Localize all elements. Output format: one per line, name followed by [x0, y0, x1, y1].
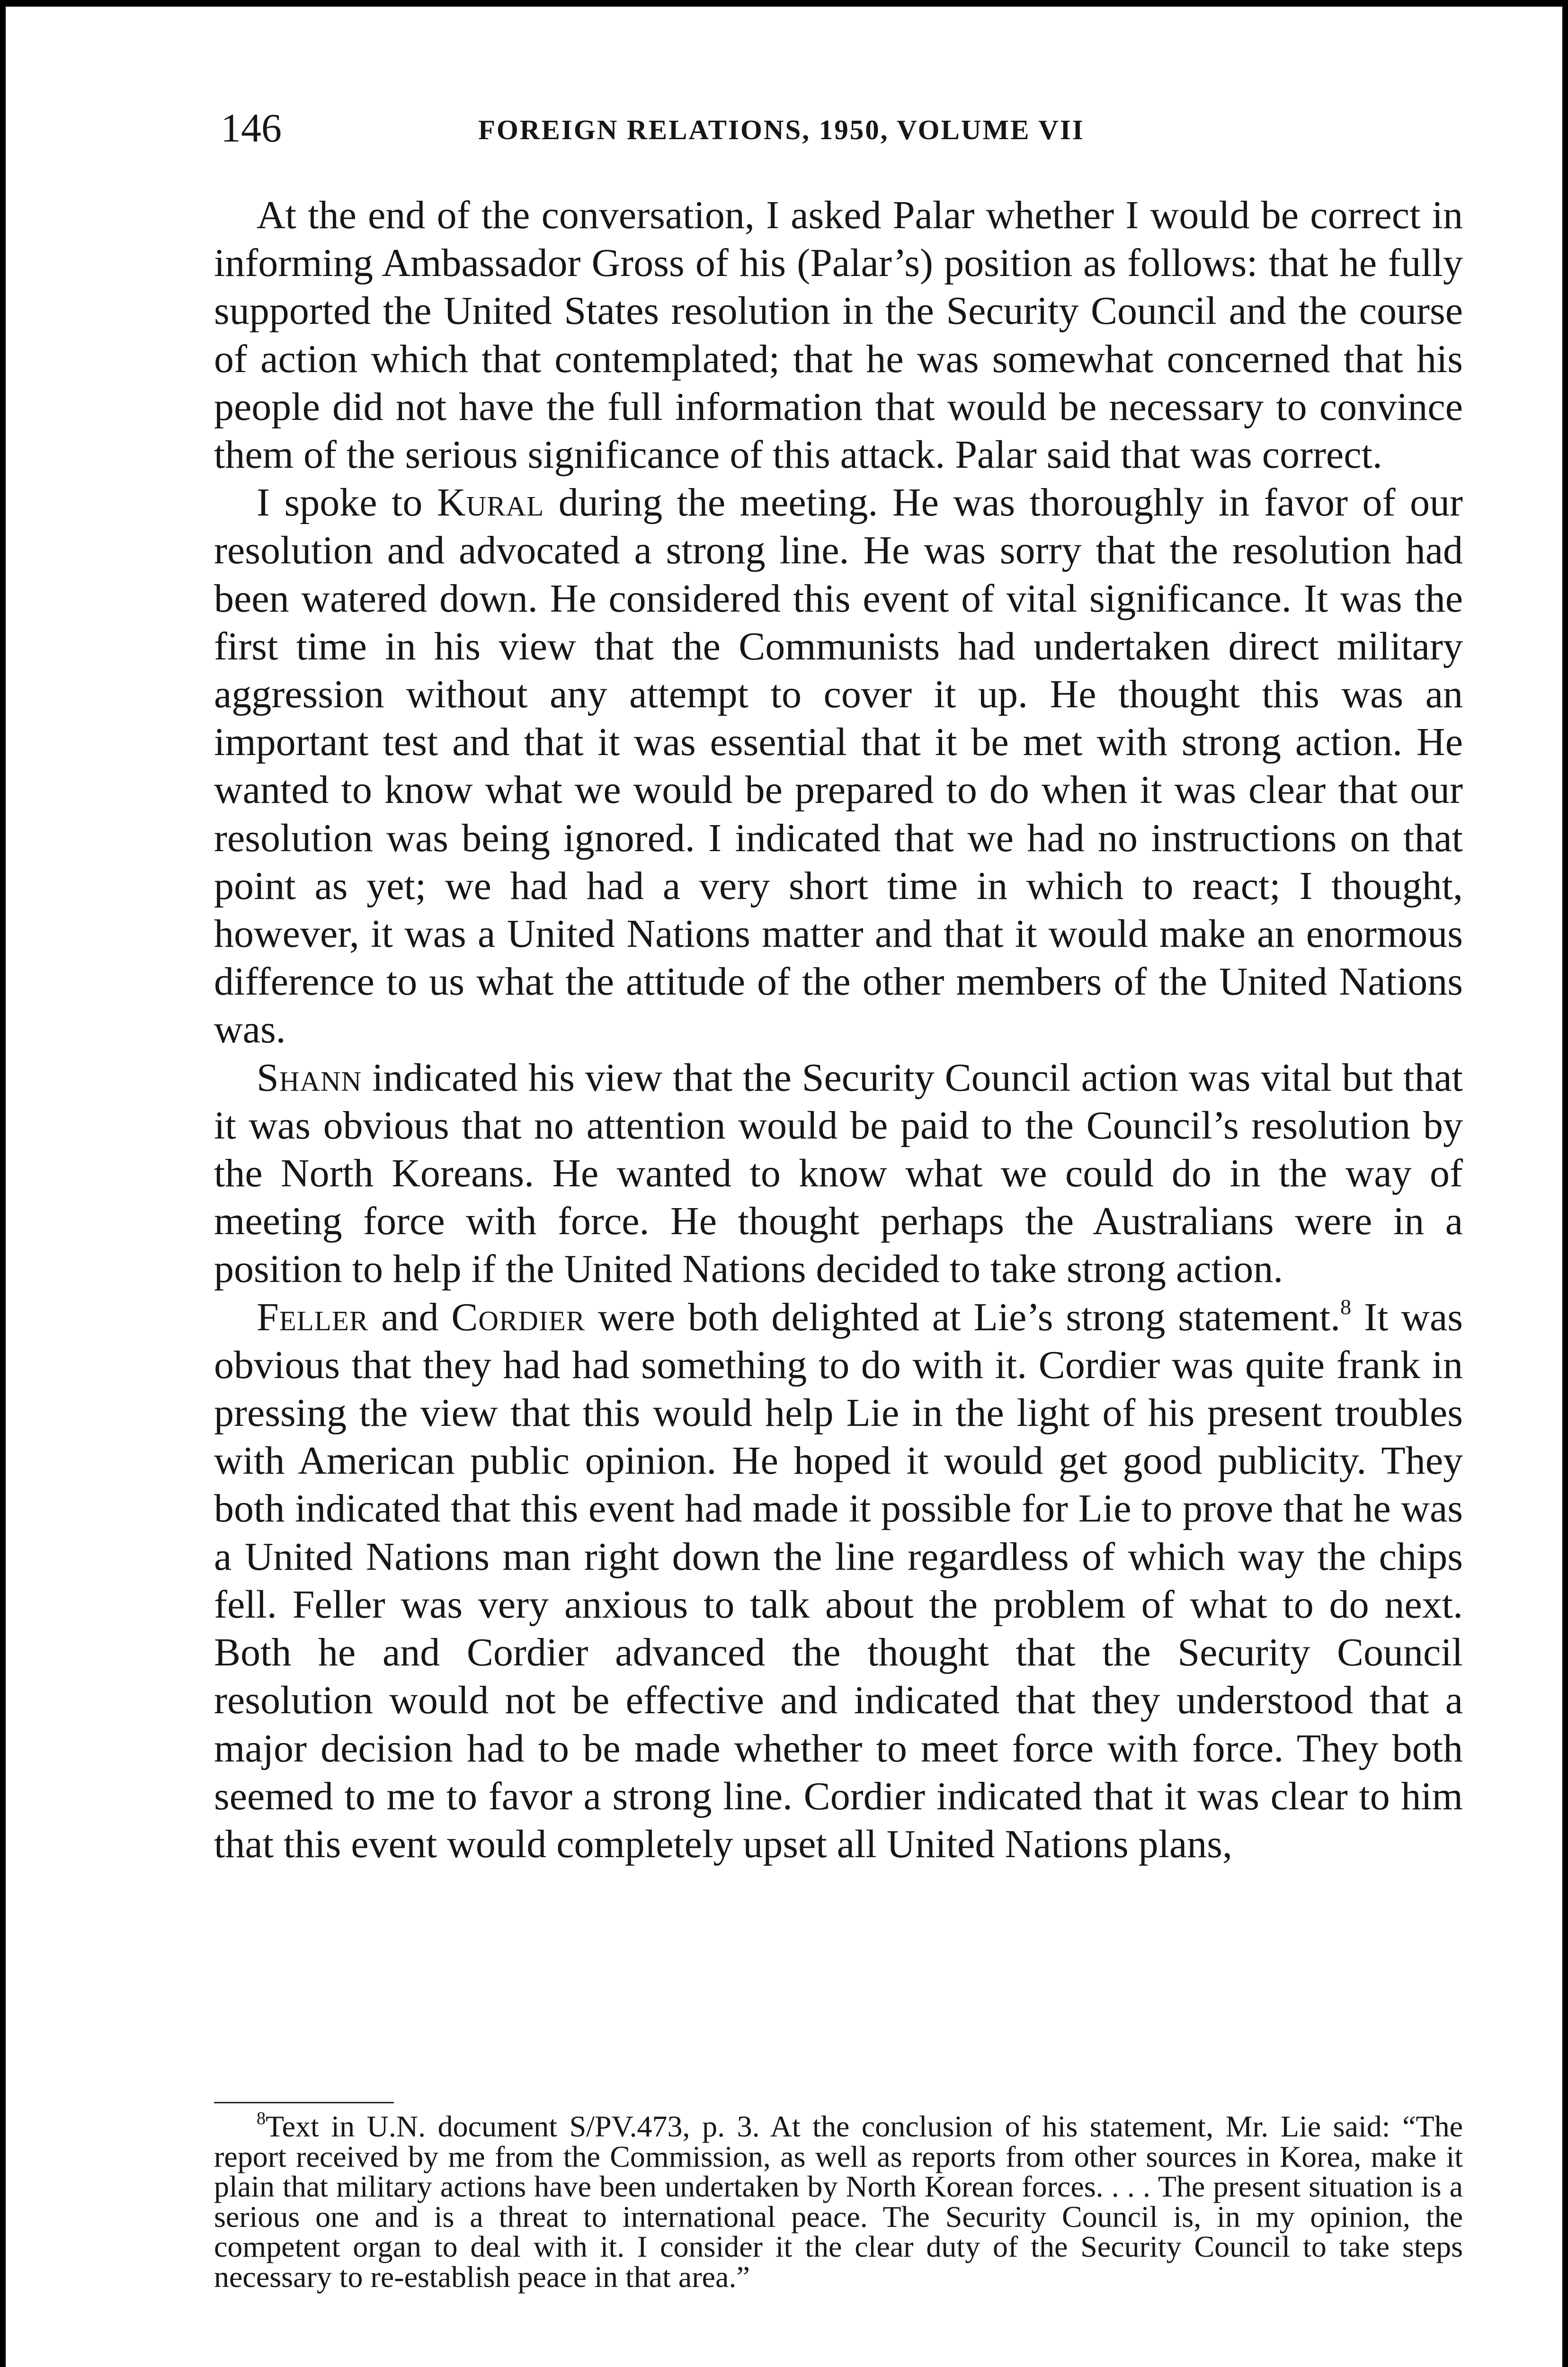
- footnote-paragraph: [214, 2111, 1463, 2292]
- footnote-divider: [214, 2102, 394, 2103]
- paragraph-text-continued: It was obvious that they had had something to do with it. Cordier was quite frank in pressing the view that this would help Lie in the light of his present troubles with American public opinion. He hoped it would get good publicity. They both indicated that this event had made it possible for Lie to prove that he was a United Nations man right down the line regardless of which way the chips fell. Feller was very anxious to talk about the problem of what to do next. Both he and Cordier advanced the thought that the Security Council resolution would not be effective and indicated that they understood that a major decision had to be made whether to meet force with force. They both seemed to me to favor a strong line. Cordier indicated that it was clear to him that this event would completely upset all United Nations plans,: [214, 1295, 1463, 1866]
- scan-border-right: [1562, 0, 1568, 2367]
- paragraph-text: indicated his view that the Security Council action was vital but that it was obvious that no attention would be paid to the Council’s resolution by the North Koreans. He wanted to know what we could do in the way of meeting force with force. He thought perhaps the Australians were in a position to help if the United Nations decided to take strong action.: [214, 1055, 1463, 1291]
- paragraph-text: during the meeting. He was thoroughly in favor of our resolution and advocated a strong line. He was sorry that the resolution had been watered down. He considered this event of vital significance. It was the first time in his view that the Communists had undertaken direct military aggression without any attempt to cover it up. He thought this was an important test and that it was essential that it be met with strong action. He wanted to know what we would be prepared to do when it was clear that our resolution was being ignored. I indicated that we had no instructions on that point as yet; we had had a very short time in which to react; I thought, however, it was a United Nations matter and that it would make an enormous difference to us what the attitude of the other members of the United Nations was.: [214, 481, 1463, 1052]
- paragraph-shann: [214, 1054, 1463, 1293]
- speaker-name-shann: Shann: [257, 1055, 362, 1100]
- footnote: [214, 2111, 1463, 2292]
- body-text: [214, 191, 1463, 1868]
- speaker-name-kural: Kural: [437, 481, 544, 525]
- scan-border-left: [0, 0, 6, 2367]
- scan-border-top: [0, 0, 1568, 7]
- page-number: 146: [221, 105, 282, 151]
- footnote-text: Text in U.N. document S/PV.473, p. 3. At the conclusion of his statement, Mr. Lie said: “The report received by me from the Commission, as well as reports from other sources in Korea, make it plain that military actions have been undertaken by North Korean forces. . . . The present situation is a serious one and is a threat to international peace. The Security Council is, in my opinion, the competent organ to deal with it. I consider it the clear duty of the Security Council to take steps necessary to re-establish peace in that area.”: [214, 2109, 1463, 2294]
- paragraph-prefix: I spoke to: [257, 481, 437, 525]
- paragraph-connector: and: [368, 1295, 452, 1339]
- speaker-name-cordier: Cordier: [451, 1295, 586, 1339]
- paragraph-kural: [214, 479, 1463, 1053]
- page-header: [213, 102, 1468, 154]
- speaker-name-feller: Feller: [257, 1295, 369, 1339]
- footnote-reference: 8: [1340, 1294, 1352, 1319]
- paragraph-text: were both delighted at Lie’s strong statement.: [585, 1295, 1341, 1339]
- paragraph-text: At the end of the conversation, I asked Palar whether I would be correct in informing Ambassador Gross of his (Palar’s) position as follows: that he fully supported the United States resolution in the Security Council and the course of action which that contemplated; that he was somewhat concerned that his people did not have the full information that would be necessary to convince them of the serious significance of this attack. Palar said that was correct.: [214, 193, 1463, 477]
- running-title: FOREIGN RELATIONS, 1950, VOLUME VII: [478, 114, 1085, 145]
- paragraph-feller-cordier: [214, 1293, 1463, 1868]
- footnote-mark: 8: [257, 2109, 266, 2128]
- paragraph-palar: [214, 191, 1463, 479]
